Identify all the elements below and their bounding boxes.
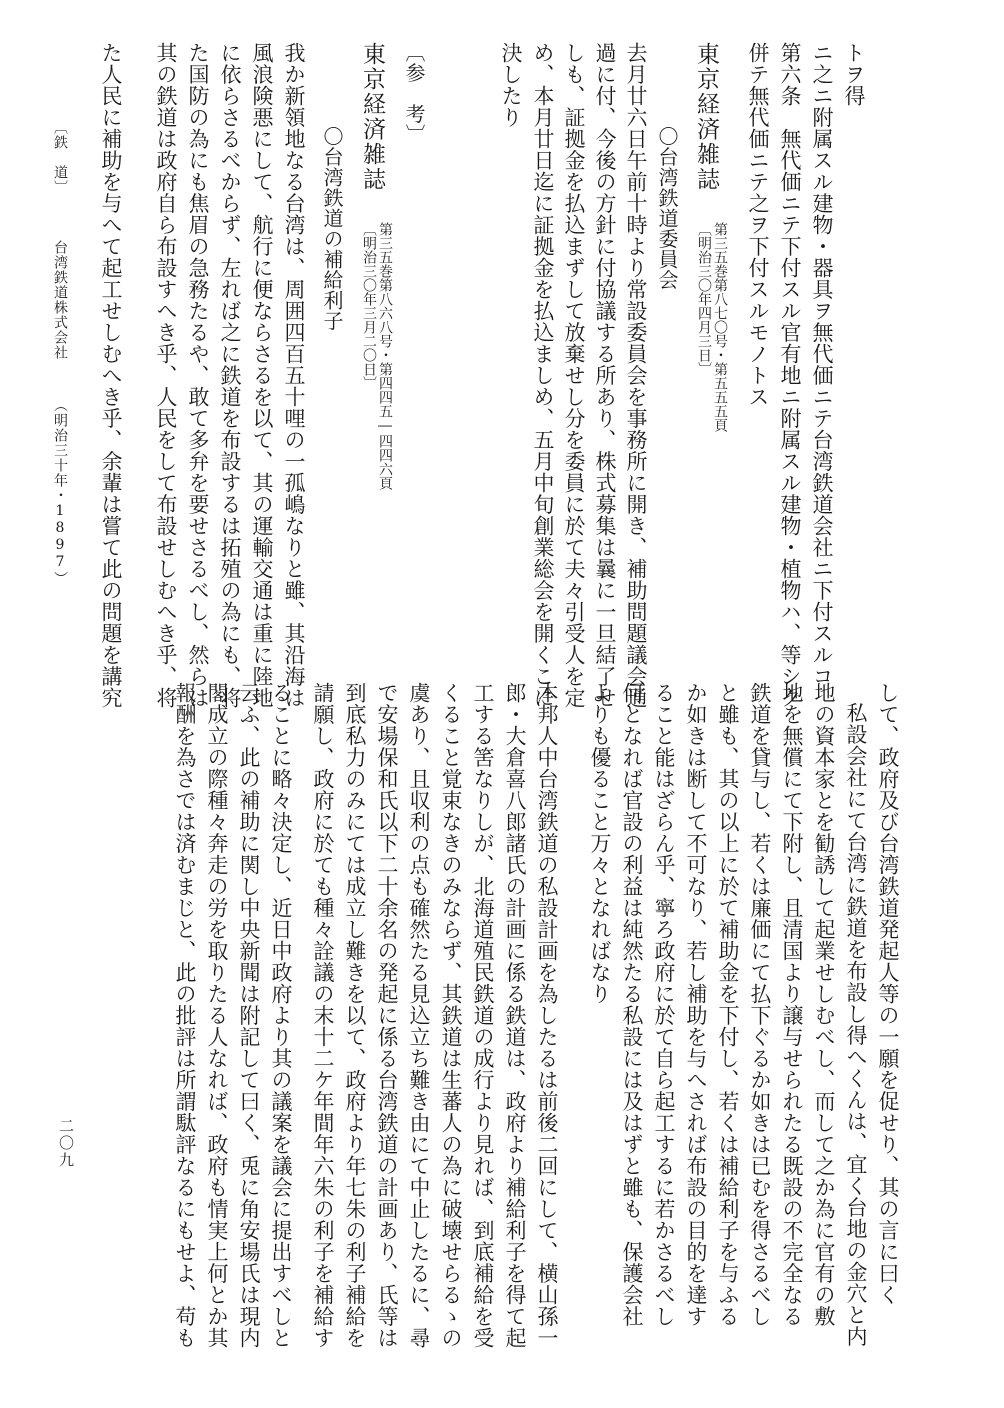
source-heading: 東京経済雑誌 bbox=[693, 42, 719, 192]
text-column: トヲ得 bbox=[842, 42, 866, 107]
text-column: 去月廿六日午前十時より常設委員会を事務所に開き、補助問題議会通 bbox=[624, 42, 648, 709]
text-column: 第六条 無代価ニテ下付スル官有地ニ附属スル建物・植物ハ、等シク bbox=[778, 42, 802, 709]
citation-line: 〔明治三〇年三月二〇日〕 bbox=[361, 222, 377, 390]
text-column: 過に付、今後の方針に付協議する所あり、株式募集は曩に一旦結了せ bbox=[593, 42, 617, 709]
text-column: 云ふ、此の補助に関し中央新聞は附記して曰く、兎に角安場氏は現内 bbox=[237, 682, 261, 1349]
text-column: か如きは断して不可なり、若し補助を与へされば布設の目的を達す bbox=[684, 682, 708, 1327]
text-column: 私設会社にて台湾に鉄道を布設し得へくんは、宜く台地の金穴と内 bbox=[844, 702, 868, 1347]
source-heading: 東京経済雑誌 bbox=[359, 42, 385, 192]
text-column: で安場保和氏以下二十余名の発起に係る台湾鉄道の計画あり、氏等は bbox=[375, 682, 399, 1349]
text-column: 地を無償にて下附し、且清国より譲与せられたる既設の不完全なる bbox=[780, 682, 804, 1327]
text-column: 閣成立の際種々奔走の労を取りたる人なれば、政府も情実上何とか其 bbox=[205, 682, 229, 1349]
text-column: 我か新領地なる台湾は、周囲四百五十哩の一孤嶋なりと雖、其沿海は bbox=[282, 42, 306, 709]
text-column: た国防の為にも焦眉の急務たるや、敢て多弁を要せさるべし、然らは bbox=[186, 42, 210, 709]
text-column: くること覚束なきのみならず、其鉄道は生蕃人の為に破壊せらるゝの bbox=[439, 682, 463, 1349]
text-column: 鉄道を貸与し、若くは廉価にて払下ぐるか如きは已むを得さるべし bbox=[748, 682, 772, 1327]
citation-line: 第三五巻第八六八号・第四四五―四四六頁 bbox=[377, 222, 393, 490]
text-column: に依らさるべからず、左れば之に鉄道を布設するは拓殖の為にも、将 bbox=[218, 42, 242, 709]
text-column: ること能はざらん乎、寧ろ政府に於て自ら起工するに若かさるべし bbox=[652, 682, 676, 1327]
text-column: ることに略々決定し、近日中政府より其の議案を議会に提出すべしと bbox=[269, 682, 293, 1349]
text-column: 其の鉄道は政府自ら布設すへき乎、人民をして布設せしむへき乎、将 bbox=[154, 42, 178, 709]
text-column: 工する筈なりしが、北海道殖民鉄道の成行より見れば、到底補給を受 bbox=[471, 682, 495, 1349]
text-column: 到底私力のみにては成立し難きを以て、政府より年七朱の利子補給を bbox=[343, 682, 367, 1349]
text-column: 虞あり、且収利の点も確然たる見込立ち難き由にて中止したるに、尋 bbox=[407, 682, 431, 1349]
text-column: 風浪険悪にして、航行に便ならさるを以て、其の運輸交通は重に陸地 bbox=[250, 42, 274, 709]
citation-line: 〔明治三〇年四月三日〕 bbox=[696, 222, 712, 376]
text-column: め、本月廿日迄に証拠金を払込ましめ、五月中旬創業総会を開くこに bbox=[531, 42, 555, 709]
text-column: 地の資本家とを勧誘して起業せしむべし、而して之か為に官有の敷 bbox=[812, 682, 836, 1327]
text-column: 郎・大倉喜八郎諸氏の計画に係る鉄道は、政府より補給利子を得て起 bbox=[503, 682, 527, 1349]
citation-line: 第三五巻第八七〇号・第五五五頁 bbox=[712, 222, 728, 432]
text-column: しも、証拠金を払込まずして放棄せし分を委員に於て夫々引受人を定 bbox=[562, 42, 586, 709]
text-column: 報酬を為さでは済むまじと、此の批評は所謂駄評なるにもせよ、苟も bbox=[173, 682, 197, 1349]
text-column: と雖も、其の以上に於て補助金を下付し、若くは補給利子を与ふる bbox=[716, 682, 740, 1327]
text-column: ニ之ニ附属スル建物・器具ヲ無代価ニテ台湾鉄道会社ニ下付スルコ bbox=[810, 42, 834, 687]
footer-company: 台湾鉄道株式会社 bbox=[52, 240, 68, 360]
text-column: 本邦人中台湾鉄道の私設計画を為したるは前後二回にして、横山孫一 bbox=[535, 682, 559, 1349]
text-column: 決したり bbox=[499, 42, 523, 128]
text-column: よりも優ること万々となればなり bbox=[588, 682, 612, 1005]
text-column: 何となれば官設の利益は純然たる私設には及はずと雖も、保護会社 bbox=[620, 682, 644, 1327]
text-column: 併テ無代価ニテ之ヲ下付スルモノトス bbox=[746, 42, 770, 408]
text-column: して、政府及び台湾鉄道発起人等の一願を促せり、其の言に曰く bbox=[876, 682, 900, 1306]
footer-year: （明治三十年・1897） bbox=[52, 398, 68, 586]
article-heading: 〇台湾鉄道の補給利子 bbox=[320, 126, 344, 331]
page-number: 二〇九 bbox=[57, 1118, 75, 1169]
text-column: た人民に補助を与へて起工せしむへき乎、余輩は嘗て此の問題を講究 bbox=[99, 42, 123, 709]
footer-category: 〔鉄 道〕 bbox=[52, 120, 68, 195]
sankou-heading: 〔参 考〕 bbox=[402, 42, 426, 145]
text-column: 請願し、政府に於ても種々詮議の末十二ケ年間年六朱の利子を補給す bbox=[311, 682, 335, 1349]
article-heading: 〇台湾鉄道委員会 bbox=[655, 126, 679, 290]
